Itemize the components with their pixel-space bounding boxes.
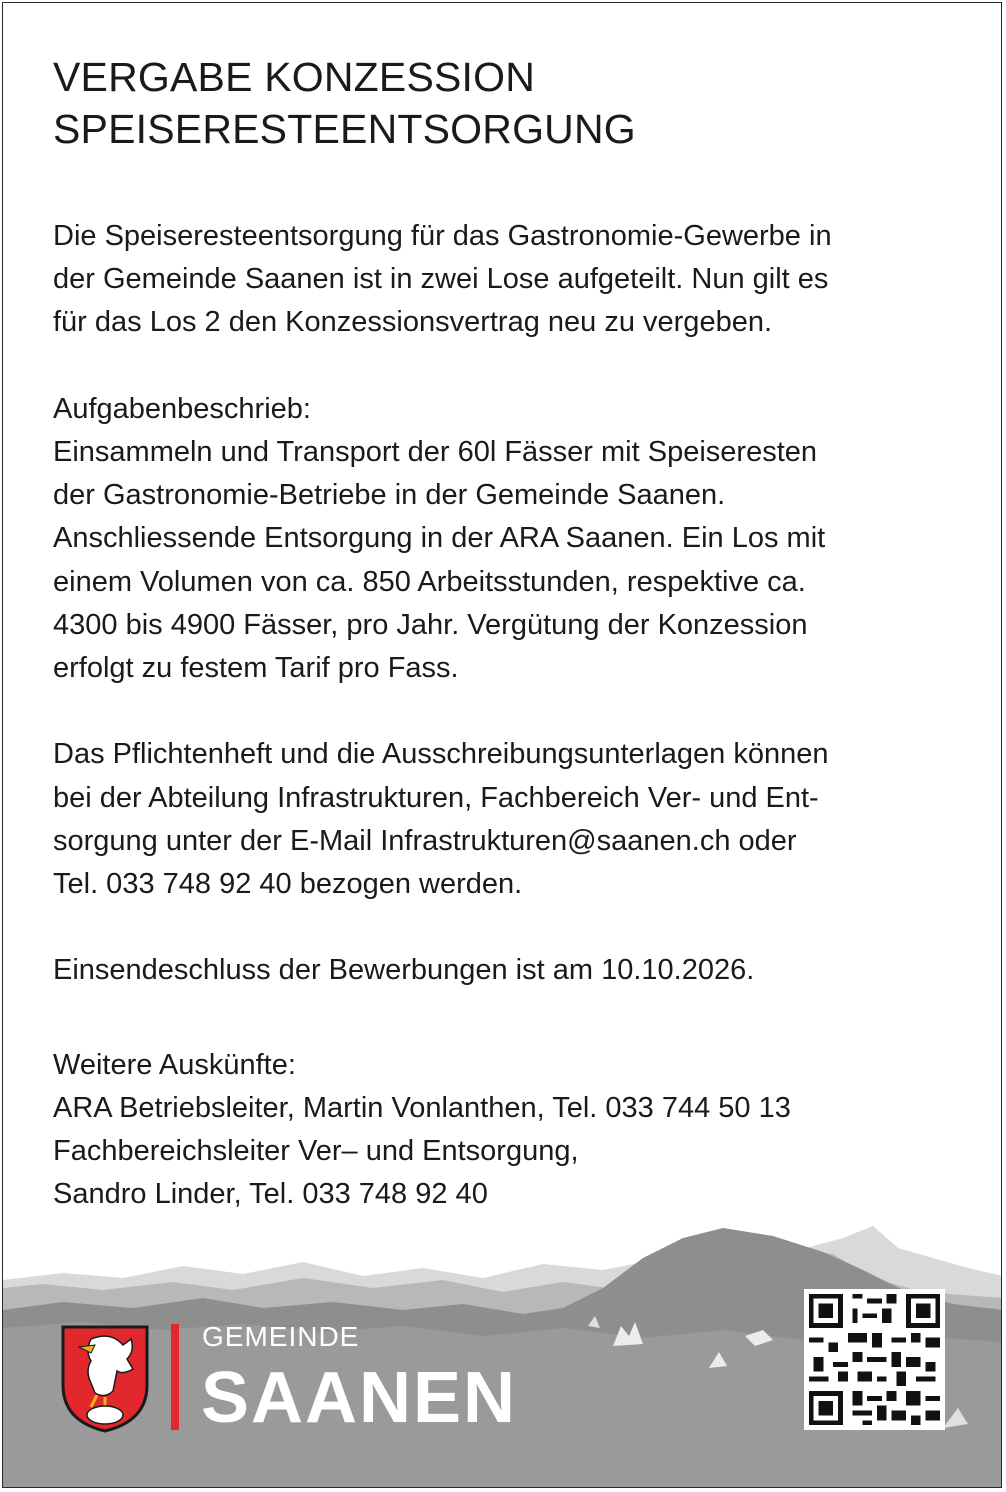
contacts-line: Sandro Linder, Tel. 033 748 92 40 [53,1178,488,1211]
coat-of-arms-icon [61,1325,149,1433]
intro-line: Die Speiseresteentsorgung für das Gastronomie-Gewerbe in [53,220,832,252]
title-line-1: VERGABE KONZESSION [53,54,536,100]
intro-paragraph [53,215,963,345]
documents-line: Das Pflichtenheft und die Ausschreibungsunterlagen können [53,738,829,771]
logo-municipality-name: SAANEN [201,1358,518,1438]
contacts-line: Fachbereichsleiter Ver– und Entsorgung, [53,1135,579,1168]
tasks-line: 4300 bis 4900 Fässer, pro Jahr. Vergütung der Konzession [53,608,808,641]
documents-line: Tel. 033 748 92 40 bezogen werden. [53,868,523,901]
notice-frame [2,2,1002,1488]
notice-title [53,51,636,155]
tasks-line: der Gastronomie-Betriebe in der Gemeinde Saanen. [53,479,726,512]
tasks-line: einem Volumen von ca. 850 Arbeitsstunden, respektive ca. [53,565,806,598]
deadline-line: Einsendeschluss der Bewerbungen ist am 10.10.2026. [53,954,755,987]
deadline-paragraph [53,949,963,992]
notice-body [53,215,963,1217]
qr-code-icon[interactable] [804,1289,945,1430]
intro-line: für das Los 2 den Konzessionsvertrag neu zu vergeben. [53,306,773,339]
tasks-paragraph [53,388,963,690]
intro-line: der Gemeinde Saanen ist in zwei Lose aufgeteilt. Nun gilt es [53,263,829,296]
documents-line: sorgung unter der E-Mail Infrastrukturen@saanen.ch oder [53,824,797,857]
documents-paragraph [53,733,963,906]
tasks-heading: Aufgabenbeschrieb: [53,392,311,425]
tasks-line: erfolgt zu festem Tarif pro Fass. [53,652,459,685]
contacts-heading: Weitere Auskünfte: [53,1048,296,1081]
tasks-line: Anschliessende Entsorgung in der ARA Saanen. Ein Los mit [53,522,826,555]
tasks-line: Einsammeln und Transport der 60l Fässer mit Speiseresten [53,436,818,468]
title-line-2: SPEISERESTEENTSORGUNG [53,106,636,152]
documents-line: bei der Abteilung Infrastrukturen, Fachbereich Ver- und Ent- [53,781,819,814]
contacts-line: ARA Betriebsleiter, Martin Vonlanthen, Tel. 033 744 50 13 [53,1092,791,1124]
logo-divider [171,1324,179,1430]
contacts-paragraph [53,1044,963,1217]
logo-municipality-label: GEMEINDE [202,1321,360,1352]
